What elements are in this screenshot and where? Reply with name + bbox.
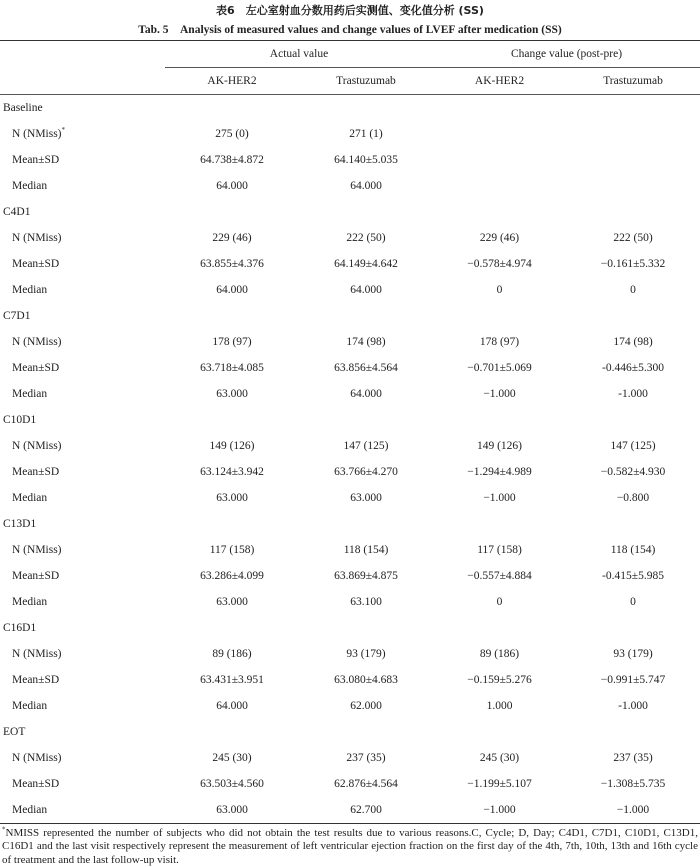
visit-row bbox=[0, 303, 700, 329]
cell-ak: 275 (0) bbox=[215, 128, 249, 140]
row-label-text: Mean±SD bbox=[12, 570, 60, 582]
row-label-text: Median bbox=[12, 284, 48, 296]
header-column-row bbox=[0, 68, 700, 95]
empty-cell bbox=[566, 95, 700, 122]
cell-ak-change bbox=[433, 121, 566, 147]
cell-tras-change: -0.446±5.300 bbox=[602, 362, 664, 374]
cell-tras-change: −0.582±4.930 bbox=[600, 466, 666, 478]
cell-ak-change: 117 (158) bbox=[477, 544, 522, 556]
cell-ak-change: −1.000 bbox=[433, 797, 566, 824]
table-row bbox=[0, 147, 700, 173]
cell-tras: 174 (98) bbox=[346, 336, 386, 348]
cell-ak: 64.000 bbox=[216, 284, 248, 296]
empty-cell bbox=[165, 615, 299, 641]
cell-ak: 89 (186) bbox=[212, 648, 252, 660]
empty-cell bbox=[566, 303, 700, 329]
cell-tras: 63.000 bbox=[350, 492, 382, 504]
cell-ak-change: 229 (46) bbox=[479, 232, 520, 244]
cell-ak-change: 0 bbox=[496, 596, 503, 608]
cell-tras: 62.876±4.564 bbox=[334, 778, 398, 790]
cell-tras-change: 174 (98) bbox=[613, 336, 653, 348]
row-label-text: Median bbox=[12, 596, 48, 608]
empty-cell bbox=[165, 303, 299, 329]
cell-tras: 118 (154) bbox=[343, 544, 389, 556]
row-label bbox=[0, 329, 165, 355]
table-row bbox=[0, 225, 700, 251]
cell-ak: 63.718±4.085 bbox=[200, 362, 264, 374]
cell-tras: 64.000 bbox=[350, 180, 382, 192]
cell-ak-change: −1.000 bbox=[483, 492, 516, 504]
lvef-table bbox=[0, 40, 700, 824]
row-label-text: Median bbox=[12, 388, 48, 400]
cell-tras-change: −0.161±5.332 bbox=[600, 258, 666, 270]
cell-ak-change: −1.000 bbox=[483, 388, 516, 400]
visit-label: C16D1 bbox=[3, 622, 37, 634]
header-blank bbox=[0, 41, 165, 68]
cell-tras-change: −1.308±5.735 bbox=[600, 778, 666, 790]
cell-ak: 63.000 bbox=[216, 388, 248, 400]
cell-ak-change: 178 (97) bbox=[479, 336, 520, 348]
row-label-text: Median bbox=[12, 492, 48, 504]
empty-cell bbox=[433, 615, 566, 641]
table-row bbox=[0, 381, 700, 407]
table-row bbox=[0, 121, 700, 147]
cell-ak-change: −0.701±5.069 bbox=[467, 362, 532, 374]
empty-cell bbox=[433, 719, 566, 745]
empty-cell bbox=[566, 511, 700, 537]
row-label-text: N (NMiss) bbox=[12, 128, 62, 140]
cell-ak: 117 (158) bbox=[209, 544, 255, 556]
cell-tras: 62.700 bbox=[299, 797, 433, 824]
empty-cell bbox=[299, 615, 433, 641]
cell-ak: 149 (126) bbox=[209, 440, 255, 452]
table-title-chinese: 表6 左心室射血分数用药后实测值、变化值分析 (SS) bbox=[216, 4, 484, 17]
cell-tras: 63.100 bbox=[350, 596, 382, 608]
empty-cell bbox=[299, 719, 433, 745]
cell-ak-change: 149 (126) bbox=[476, 440, 523, 452]
table-row bbox=[0, 537, 700, 563]
cell-tras-change bbox=[566, 147, 700, 173]
cell-tras: 64.149±4.642 bbox=[334, 258, 398, 270]
empty-cell bbox=[299, 303, 433, 329]
cell-ak-change: −0.159±5.276 bbox=[467, 674, 532, 686]
cell-tras: 93 (179) bbox=[346, 648, 386, 660]
row-label-text: N (NMiss) bbox=[12, 752, 62, 764]
empty-cell bbox=[165, 511, 299, 537]
row-label bbox=[0, 433, 165, 459]
table-title-english: Tab. 5 Analysis of measured values and change values of LVEF after medication (SS) bbox=[138, 24, 562, 36]
row-label-text: Mean±SD bbox=[12, 154, 60, 166]
cell-tras-change: -1.000 bbox=[618, 388, 648, 400]
header-trastuzumab: Trastuzumab bbox=[299, 68, 433, 95]
table-row bbox=[0, 771, 700, 797]
row-label-text: N (NMiss) bbox=[12, 648, 62, 660]
table-row bbox=[0, 693, 700, 719]
cell-ak: 64.738±4.872 bbox=[200, 154, 264, 166]
visit-row bbox=[0, 199, 700, 225]
cell-ak-change: −0.578±4.974 bbox=[467, 258, 532, 270]
cell-tras-change: 0 bbox=[630, 284, 636, 296]
cell-tras: 64.000 bbox=[350, 388, 382, 400]
table-row bbox=[0, 589, 700, 615]
visit-label: EOT bbox=[3, 726, 26, 738]
row-label bbox=[0, 251, 165, 277]
row-label bbox=[0, 771, 165, 797]
empty-cell bbox=[299, 95, 433, 122]
empty-cell bbox=[165, 719, 299, 745]
visit-row bbox=[0, 511, 700, 537]
visit-row bbox=[0, 407, 700, 433]
cell-ak: 63.124±3.942 bbox=[200, 466, 264, 478]
row-label bbox=[0, 589, 165, 615]
footnote-text: NMISS represented the number of subjects who did not obtain the test results due to various reasons.C, Cycle; D, Day; C4D1, C7D1, C10D1, C13D1, C16D1 and the last visit respectively represent the measurement of left ventricular ejection fraction on the first day of the 4th, 7th, 10th, 13th and 16th cycle of treatment and the last follow-up visit. bbox=[2, 827, 698, 866]
cell-tras-change: -0.415±5.985 bbox=[602, 570, 664, 582]
cell-ak-change: 89 (186) bbox=[479, 648, 520, 660]
empty-cell bbox=[566, 615, 700, 641]
table-row bbox=[0, 797, 700, 824]
cell-tras-change: -1.000 bbox=[618, 700, 648, 712]
empty-cell bbox=[433, 511, 566, 537]
cell-tras: 64.140±5.035 bbox=[334, 154, 398, 166]
cell-ak: 63.855±4.376 bbox=[200, 258, 264, 270]
row-label bbox=[0, 121, 165, 147]
table-row bbox=[0, 433, 700, 459]
footnote-marker: * bbox=[2, 825, 6, 834]
cell-ak-change: 245 (30) bbox=[479, 752, 520, 764]
cell-ak-change bbox=[433, 147, 566, 173]
row-label bbox=[0, 381, 165, 407]
table-row bbox=[0, 485, 700, 511]
cell-ak: 63.286±4.099 bbox=[200, 570, 264, 582]
header-actual-value: Actual value bbox=[165, 41, 433, 68]
empty-cell bbox=[165, 407, 299, 433]
header-ak-her2-change: AK-HER2 bbox=[433, 68, 566, 95]
row-label-text: Mean±SD bbox=[12, 778, 60, 790]
cell-tras-change: 222 (50) bbox=[613, 232, 653, 244]
visit-label: C4D1 bbox=[3, 206, 31, 218]
empty-cell bbox=[433, 407, 566, 433]
row-label bbox=[0, 693, 165, 719]
row-label bbox=[0, 485, 165, 511]
table-row bbox=[0, 641, 700, 667]
empty-cell bbox=[433, 303, 566, 329]
row-label-text: Median bbox=[12, 804, 48, 816]
empty-cell bbox=[165, 199, 299, 225]
cell-tras: 62.000 bbox=[350, 700, 382, 712]
cell-ak-change: 0 bbox=[496, 284, 503, 296]
cell-ak: 64.000 bbox=[216, 180, 248, 192]
cell-ak-change: 1.000 bbox=[486, 700, 513, 712]
empty-cell bbox=[299, 407, 433, 433]
cell-ak: 178 (97) bbox=[212, 336, 252, 348]
header-trastuzumab-change: Trastuzumab bbox=[566, 68, 700, 95]
cell-tras: 63.869±4.875 bbox=[334, 570, 398, 582]
empty-cell bbox=[566, 199, 700, 225]
row-label bbox=[0, 355, 165, 381]
table-row bbox=[0, 667, 700, 693]
cell-tras-change: 237 (35) bbox=[613, 752, 653, 764]
row-label bbox=[0, 667, 165, 693]
empty-cell bbox=[165, 95, 299, 122]
table-row bbox=[0, 173, 700, 199]
cell-ak-change: −0.557±4.884 bbox=[467, 570, 532, 582]
row-label bbox=[0, 459, 165, 485]
cell-tras-change bbox=[566, 173, 700, 199]
row-label bbox=[0, 745, 165, 771]
visit-row bbox=[0, 95, 700, 122]
cell-tras-change bbox=[566, 121, 700, 147]
row-label-text: Mean±SD bbox=[12, 674, 60, 686]
row-label bbox=[0, 147, 165, 173]
cell-ak: 63.431±3.951 bbox=[200, 674, 264, 686]
empty-cell bbox=[299, 511, 433, 537]
header-change-value: Change value (post-pre) bbox=[433, 41, 700, 68]
visit-label: Baseline bbox=[3, 102, 43, 114]
table-row bbox=[0, 563, 700, 589]
visit-label: C10D1 bbox=[3, 414, 37, 426]
cell-ak: 63.000 bbox=[216, 596, 248, 608]
cell-tras-change: −0.800 bbox=[616, 492, 650, 504]
cell-ak-change bbox=[433, 173, 566, 199]
row-label-text: N (NMiss) bbox=[12, 232, 62, 244]
cell-tras-change: 93 (179) bbox=[613, 648, 653, 660]
cell-tras: 237 (35) bbox=[346, 752, 386, 764]
row-label bbox=[0, 797, 165, 824]
table-body bbox=[0, 95, 700, 824]
cell-ak: 63.000 bbox=[216, 492, 248, 504]
cell-ak: 63.000 bbox=[165, 797, 299, 824]
table-row bbox=[0, 355, 700, 381]
row-label-text: N (NMiss) bbox=[12, 336, 62, 348]
row-label bbox=[0, 173, 165, 199]
empty-cell bbox=[299, 199, 433, 225]
cell-ak: 63.503±4.560 bbox=[200, 778, 264, 790]
row-label bbox=[0, 225, 165, 251]
row-label-text: N (NMiss) bbox=[12, 544, 62, 556]
cell-ak: 229 (46) bbox=[212, 232, 252, 244]
row-label-text: Median bbox=[12, 180, 48, 192]
table-row bbox=[0, 329, 700, 355]
footnote bbox=[0, 824, 700, 867]
cell-tras: 63.856±4.564 bbox=[334, 362, 398, 374]
cell-tras-change: −0.991±5.747 bbox=[600, 674, 666, 686]
cell-tras: 63.080±4.683 bbox=[334, 674, 398, 686]
empty-cell bbox=[433, 199, 566, 225]
empty-cell bbox=[566, 407, 700, 433]
cell-ak: 64.000 bbox=[216, 700, 248, 712]
cell-tras-change: 147 (125) bbox=[610, 440, 656, 452]
row-label-text: N (NMiss) bbox=[12, 440, 62, 452]
cell-tras-change: −1.000 bbox=[566, 797, 700, 824]
cell-tras: 271 (1) bbox=[349, 128, 383, 140]
visit-row bbox=[0, 719, 700, 745]
row-label-marker: * bbox=[61, 126, 66, 135]
row-label-text: Mean±SD bbox=[12, 466, 60, 478]
cell-tras: 222 (50) bbox=[346, 232, 386, 244]
header-blank-2 bbox=[0, 68, 165, 95]
cell-ak: 245 (30) bbox=[212, 752, 252, 764]
visit-label: C13D1 bbox=[3, 518, 37, 530]
empty-cell bbox=[433, 95, 566, 122]
row-label-text: Mean±SD bbox=[12, 258, 60, 270]
cell-tras: 64.000 bbox=[350, 284, 382, 296]
cell-ak-change: −1.294±4.989 bbox=[467, 466, 532, 478]
header-ak-her2: AK-HER2 bbox=[165, 68, 299, 95]
visit-row bbox=[0, 615, 700, 641]
cell-tras: 63.766±4.270 bbox=[334, 466, 398, 478]
header-group-row bbox=[0, 41, 700, 68]
row-label bbox=[0, 641, 165, 667]
empty-cell bbox=[566, 719, 700, 745]
visit-label: C7D1 bbox=[3, 310, 31, 322]
cell-tras-change: 118 (154) bbox=[610, 544, 656, 556]
row-label bbox=[0, 563, 165, 589]
cell-tras-change: 0 bbox=[630, 596, 636, 608]
row-label-text: Median bbox=[12, 700, 48, 712]
table-row bbox=[0, 459, 700, 485]
row-label-text: Mean±SD bbox=[12, 362, 60, 374]
row-label bbox=[0, 277, 165, 303]
table-row bbox=[0, 251, 700, 277]
table-row bbox=[0, 745, 700, 771]
row-label bbox=[0, 537, 165, 563]
cell-tras: 147 (125) bbox=[343, 440, 389, 452]
cell-ak-change: −1.199±5.107 bbox=[467, 778, 532, 790]
table-row bbox=[0, 277, 700, 303]
